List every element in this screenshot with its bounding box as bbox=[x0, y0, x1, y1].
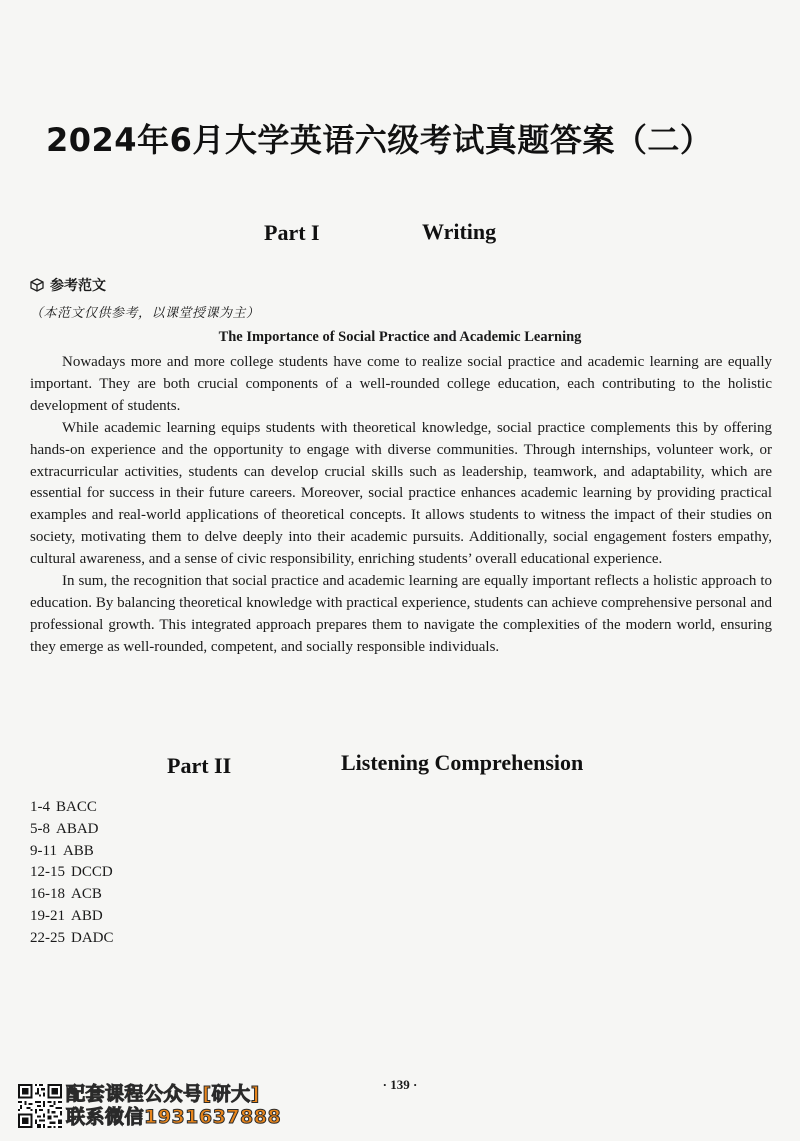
answer-keys: ABB bbox=[62, 842, 94, 859]
essay-body bbox=[30, 352, 772, 659]
page-number: · 139 · bbox=[382, 1077, 418, 1092]
cube-icon bbox=[30, 278, 44, 292]
reference-note: （本范文仅供参考，以课堂授课为主） bbox=[30, 306, 260, 321]
essay-paragraph-3: In sum, the recognition that social practice and academic learning are equally important reflects a holistic approach to education. By balancing theoretical knowledge with practical experience, students can achieve comprehensive personal and professional growth. This integrated approach prepares them to navigate the complexities of the modern world, ensuring they emerge as well-rounded, competent, and socially responsible individuals. bbox=[30, 573, 772, 655]
answer-range: 22-25 bbox=[30, 929, 65, 946]
answer-range: 1-4 bbox=[30, 799, 50, 815]
promo-banner bbox=[66, 1083, 281, 1129]
part-2-label: Part II bbox=[167, 753, 232, 778]
essay-paragraph-2: While academic learning equips students with theoretical knowledge, social practice complements this by offering hands-on experience and the opportunity to engage with diverse communities. Through internships, volunteer work, or extracurricular activities, students can develop crucial skills such as leadership, teamwork, and adaptability, which are essential for success in their future careers. Moreover, social practice enhances academic learning by providing practical examples and real-world applications of theoretical concepts. It allows students to witness the impact of their studies on society, motivating them to delve deeply into their academic pursuits. Additionally, social engagement fosters empathy, cultural awareness, and a sense of civic responsibility, enriching students’ overall educational experience. bbox=[30, 419, 772, 568]
answer-keys: DCCD bbox=[71, 864, 113, 881]
essay-paragraph-1: Nowadays more and more college students have come to realize social practice and academic learning are equally important. They are both crucial components of a well-rounded college education, each contributing to the holistic development of students. bbox=[30, 354, 772, 414]
promo-line-1: 配套课程公众号[研大] bbox=[66, 1083, 260, 1105]
answer-keys: ABD bbox=[71, 907, 103, 924]
answer-row bbox=[30, 841, 114, 863]
page-title: 2024年6月大学英语六级考试真题答案（二） bbox=[46, 121, 713, 159]
answer-range: 9-11 bbox=[30, 842, 57, 859]
answer-row bbox=[30, 906, 114, 928]
section-label bbox=[30, 275, 106, 295]
answer-row bbox=[30, 862, 114, 884]
part-1-name: Writing bbox=[422, 219, 497, 244]
part-2-name: Listening Comprehension bbox=[341, 750, 584, 775]
section-label-text: 参考范文 bbox=[50, 278, 106, 294]
answer-row bbox=[30, 928, 114, 950]
answer-row bbox=[30, 797, 114, 819]
answer-row bbox=[30, 819, 114, 841]
essay-title: The Importance of Social Practice and Academic Learning bbox=[218, 329, 582, 345]
answer-keys: DADC bbox=[71, 929, 114, 946]
answer-key-list bbox=[30, 797, 114, 950]
answer-keys: ABAD bbox=[56, 820, 99, 837]
answer-range: 12-15 bbox=[30, 864, 65, 881]
part-1-label: Part I bbox=[264, 220, 320, 245]
answer-row bbox=[30, 884, 114, 906]
answer-range: 5-8 bbox=[30, 820, 50, 837]
promo-line-2: 联系微信1931637888 bbox=[66, 1106, 282, 1128]
answer-keys: BACC bbox=[56, 799, 97, 815]
answer-keys: ACB bbox=[71, 886, 102, 903]
answer-range: 19-21 bbox=[30, 907, 65, 924]
qr-code-icon bbox=[18, 1084, 62, 1128]
answer-range: 16-18 bbox=[30, 886, 65, 903]
